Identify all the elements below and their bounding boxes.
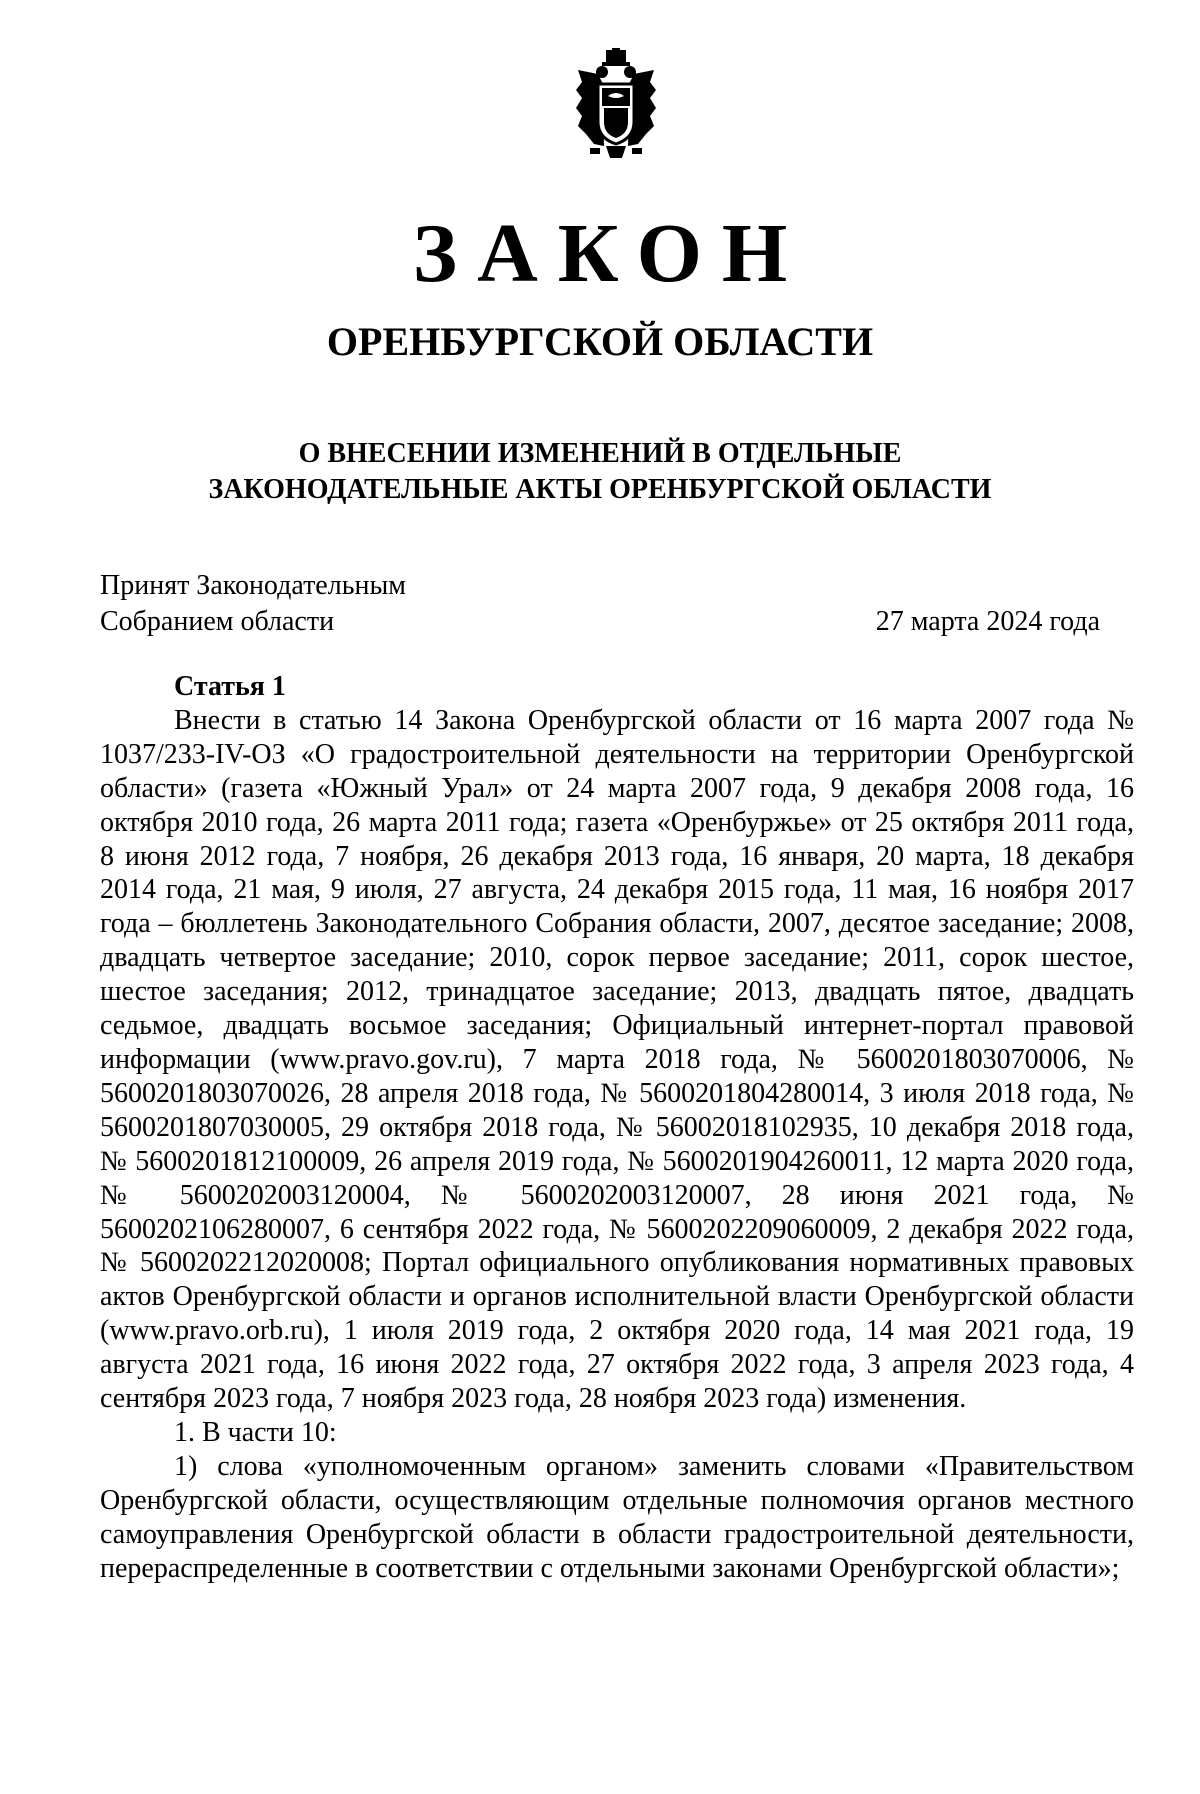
article-intro-paragraph: Внести в статью 14 Закона Оренбургской области от 16 марта 2007 года № 1037/233-IV-ОЗ «О градостроительной деятельности на территории Оренбургской области» (газета «Южный Урал» от 24 марта 2007 года, 9 декабря 2008 года, 16 октября 2010 года, 26 марта 2011 года; газета «Оренбуржье» от 25 октября 2011 года, 8 июня 2012 года, 7 ноября, 26 декабря 2013 года, 16 января, 20 марта, 18 декабря 2014 года, 21 мая, 9 июля, 27 августа, 24 декабря 2015 года, 11 мая, 16 ноября 2017 года – бюллетень Законодательного Собрания области, 2007, десятое заседание; 2008, двадцать четвертое заседание; 2010, сорок первое заседание; 2011, сорок шестое, шестое заседания; 2012, тринадцатое заседание; 2013, двадцать пятое, двадцать седьмое, двадцать восьмое заседания; Официальный интернет-портал правовой информации (www.pravo.gov.ru), 7 марта 2018 года, № 5600201803070006, № 5600201803070026, 28 апреля 2018 года, № 5600201804280014, 3 июля 2018 года, № 5600201807030005, 29 октября 2018 года, № 56002018102935, 10 декабря 2018 года, № 5600201812100009, 26 апреля 2019 года, № 5600201904260011, 12 марта 2020 года, № 5600202003120004, № 5600202003120007, 28 июня 2021 года, № 5600202106280007, 6 сентября 2022 года, № 5600202209060009, 2 декабря 2022 года, № 5600202212020008; Портал официального опубликования нормативных правовых актов Оренбургской области и органов исполнительной власти Оренбургской области (www.pravo.orb.ru), 1 июля 2019 года, 2 октября 2020 года, 14 мая 2021 года, 19 августа 2021 года, 16 июня 2022 года, 27 октября 2022 года, 3 апреля 2023 года, 4 сентября 2023 года, 7 ноября 2023 года, 28 ноября 2023 года) изменения. (100, 704, 1134, 1415)
law-subject-line-1: О ВНЕСЕНИИ ИЗМЕНЕНИЙ В ОТДЕЛЬНЫЕ (298, 438, 902, 469)
subpoint-1: 1) слова «уполномоченным органом» заменить словами «Правительством Оренбургской области, осуществляющим отдельные полномочия органов местного самоуправления Оренбургской области в области градостроительной деятельности, перераспределенные в соответствии с отдельными законами Оренбургской области»; (100, 1450, 1134, 1584)
coat-of-arms-emblem (568, 48, 664, 160)
adoption-date: 27 марта 2024 года (875, 606, 1100, 637)
law-subject-line-2: ЗАКОНОДАТЕЛЬНЫЕ АКТЫ ОРЕНБУРГСКОЙ ОБЛАСТИ (208, 474, 992, 505)
adoption-line-1: Принят Законодательным (100, 570, 406, 601)
law-subject (0, 436, 1200, 508)
law-title: ЗАКОН (412, 207, 808, 300)
adoption-line-2: Собранием области (100, 606, 335, 637)
adoption-statement (100, 568, 406, 640)
article-body (100, 670, 1134, 1585)
point-1: 1. В части 10: (174, 1416, 337, 1448)
region-name: ОРЕНБУРГСКОЙ ОБЛАСТИ (326, 319, 874, 364)
article-heading: Статья 1 (174, 671, 286, 702)
